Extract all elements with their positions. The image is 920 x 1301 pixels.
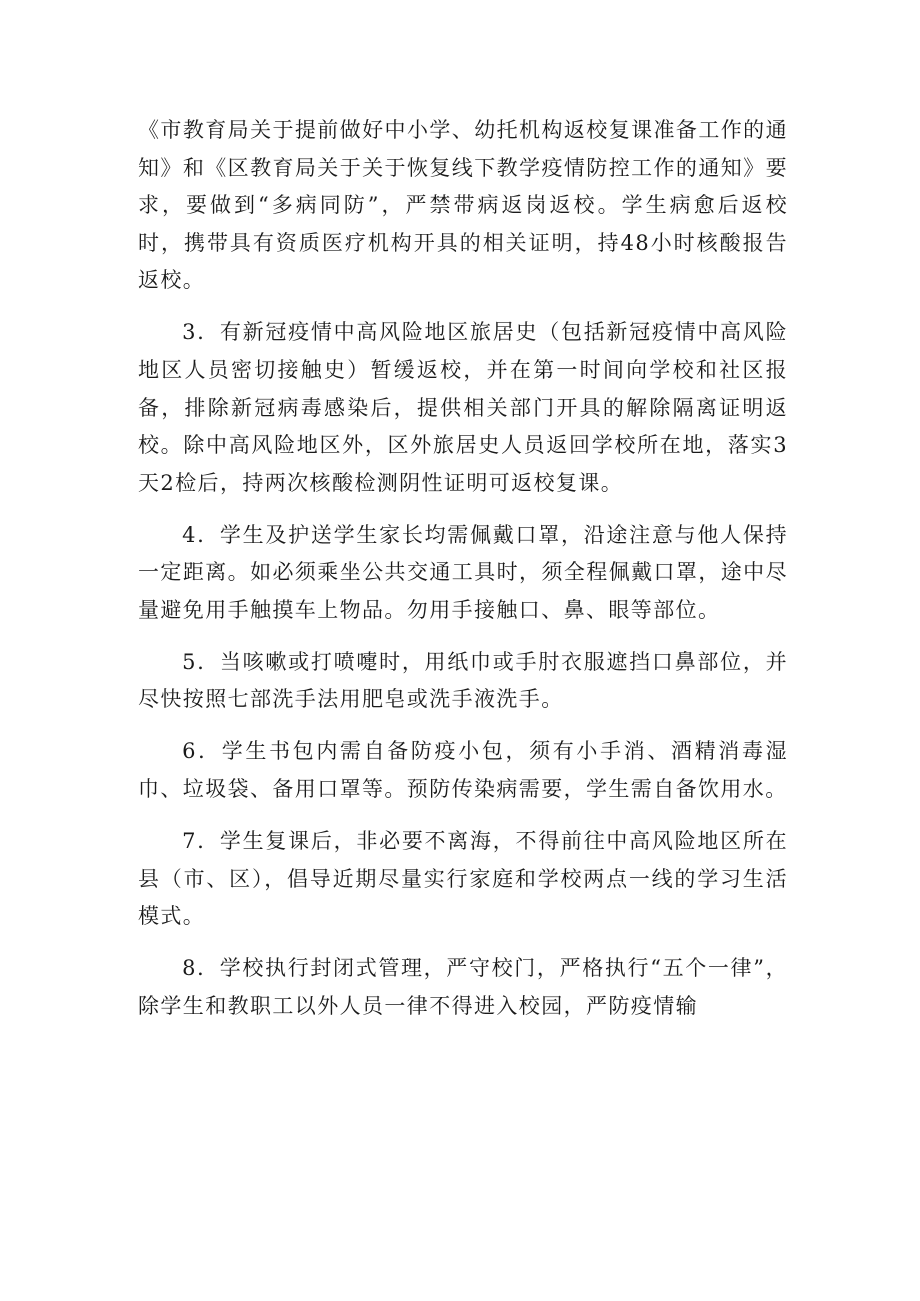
paragraph-item-5: 5．当咳嗽或打喷嚏时，用纸巾或手肘衣服遮挡口鼻部位，并尽快按照七部洗手法用肥皂或洗手液洗手。	[138, 649, 788, 712]
paragraph-item-4: 4．学生及护送学生家长均需佩戴口罩，沿途注意与他人保持一定距离。如必须乘坐公共交通工具时，须全程佩戴口罩，途中尽量避免用手触摸车上物品。勿用手接触口、鼻、眼等部位。	[138, 522, 788, 622]
paragraph-item-3: 3．有新冠疫情中高风险地区旅居史（包括新冠疫情中高风险地区人员密切接触史）暂缓返校，并在第一时间向学校和社区报备，排除新冠病毒感染后，提供相关部门开具的解除隔离证明返校。除中高风险地区外，区外旅居史人员返回学校所在地，落实3天2检后，持两次核酸检测阴性证明可返校复课。	[138, 320, 788, 495]
paragraph-item-8: 8．学校执行封闭式管理，严守校门，严格执行“五个一律”，除学生和教职工以外人员一律不得进入校园，严防疫情输	[138, 956, 788, 1018]
paragraph-item-7: 7．学生复课后，非必要不离海，不得前往中高风险地区所在县（市、区），倡导近期尽量实行家庭和学校两点一线的学习生活模式。	[138, 829, 788, 929]
paragraph-continuation: 《市教育局关于提前做好中小学、幼托机构返校复课准备工作的通知》和《区教育局关于关于恢复线下教学疫情防控工作的通知》要求，要做到“多病同防”，严禁带病返岗返校。学生病愈后返校时，携带具有资质医疗机构开具的相关证明，持48小时核酸报告返校。	[138, 118, 788, 293]
paragraph-item-6: 6．学生书包内需自备防疫小包，须有小手消、酒精消毒湿巾、垃圾袋、备用口罩等。预防传染病需要，学生需自备饮用水。	[138, 739, 788, 802]
document-body	[138, 112, 788, 1040]
